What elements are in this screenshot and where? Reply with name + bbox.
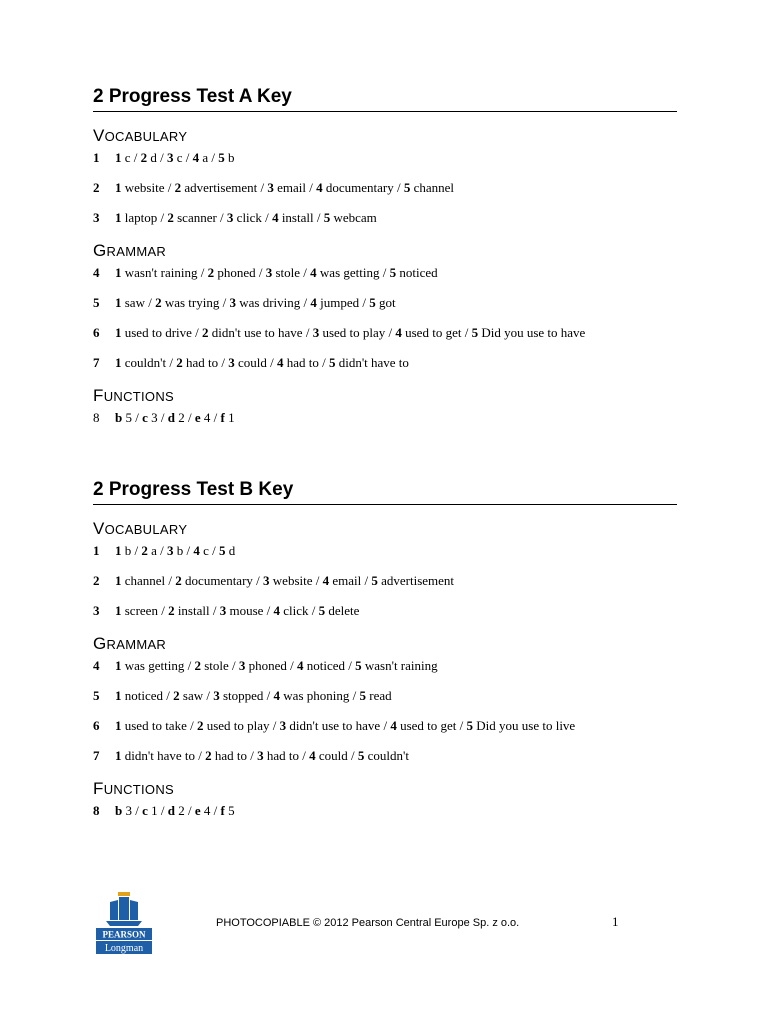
question-number: 7 [93,355,100,370]
item-answer: a / [147,543,168,558]
item-key: 1 [115,265,122,280]
logo-bottom-text: Longman [104,943,144,954]
question-number: 3 [93,210,100,225]
item-key: 3 [229,295,236,310]
item-key: 1 [115,573,122,588]
answer-text [115,410,235,426]
item-key: 4 [309,748,316,763]
item-answer: 5 / [122,410,143,425]
answer-row [93,295,677,325]
item-answer: wasn't raining / [121,265,208,280]
answer-row [93,210,677,232]
item-key: 4 [273,603,281,618]
item-key: 5 [357,748,365,763]
item-key: 2 [168,603,175,618]
question-number: 5 [93,295,100,310]
item-key: 5 [389,265,397,280]
answer-text [115,265,438,281]
item-key: 4 [316,180,323,195]
group-heading: FUNCTIONS [93,386,174,405]
item-answer: didn't use to have / [286,718,391,733]
item-key: 4 [193,543,200,558]
item-answer: had to / [182,355,229,370]
item-answer: 4 / [200,410,221,425]
item-key: 2 [205,748,212,763]
item-key: 1 [115,295,122,310]
item-answer: channel [410,180,455,195]
answer-row [93,748,677,770]
item-key: 4 [297,658,304,673]
item-key: 1 [115,325,122,340]
answer-text [115,748,409,764]
item-answer: 3 / [122,803,143,818]
copyright-notice: PHOTOCOPIABLE © 2012 Pearson Central Europe Sp. z o.o. [216,917,520,929]
item-answer: used to play / [203,718,280,733]
item-answer: webcam [330,210,377,225]
item-key: 5 [466,718,474,733]
item-answer: was trying / [161,295,230,310]
answer-row [93,265,677,295]
item-answer: website / [121,180,175,195]
item-answer: c / [121,150,141,165]
question-number: 7 [93,748,100,763]
item-answer: 5 [224,803,235,818]
item-answer: was driving / [235,295,311,310]
item-answer: click / [280,603,319,618]
item-answer: didn't use to have / [208,325,313,340]
item-answer: stole / [272,265,311,280]
item-key: 2 [140,150,148,165]
item-answer: delete [325,603,360,618]
item-key: 2 [175,573,182,588]
question-number: 1 [93,543,100,558]
item-key: 1 [115,718,122,733]
answer-text [115,803,235,819]
group-heading: FUNCTIONS [93,779,174,798]
question-number: 5 [93,688,100,703]
item-key: 2 [141,543,148,558]
answer-text [115,543,235,559]
test-a-section [93,86,677,440]
item-key: 2 [167,210,174,225]
item-answer: documentary / [322,180,404,195]
item-key: d [167,803,175,818]
item-answer: phoned / [245,658,297,673]
item-key: 4 [395,325,402,340]
item-answer: click / [233,210,273,225]
item-key: 5 [359,688,366,703]
ship-icon [106,892,142,926]
item-answer: stopped / [219,688,274,703]
item-answer: jumped / [316,295,370,310]
item-answer: was getting / [121,658,195,673]
item-answer: 1 / [147,803,168,818]
item-answer: noticed / [303,658,356,673]
item-answer: didn't have to [335,355,409,370]
item-answer: used to drive / [121,325,203,340]
item-key: 3 [265,265,273,280]
question-number: 4 [93,265,100,280]
answer-row [93,410,677,432]
item-answer: had to / [283,355,329,370]
item-answer: 2 / [175,410,195,425]
item-answer: scanner / [173,210,227,225]
item-key: 2 [174,180,182,195]
item-key: 3 [226,210,234,225]
item-key: 1 [115,688,122,703]
question-number: 6 [93,718,100,733]
item-key: 1 [115,748,122,763]
item-answer: b [224,150,235,165]
question-number: 6 [93,325,100,340]
answer-text [115,295,396,311]
item-key: 5 [218,150,225,165]
group-heading: VOCABULARY [93,126,188,145]
item-key: 4 [390,718,397,733]
item-key: e [194,410,201,425]
item-key: 4 [310,295,317,310]
item-answer: c / [199,543,220,558]
item-key: 3 [312,325,320,340]
group-heading: VOCABULARY [93,519,188,538]
item-answer: b / [173,543,194,558]
item-answer: used to take / [121,718,197,733]
item-answer: used to get / [401,325,472,340]
item-key: 4 [322,573,330,588]
item-answer: noticed [396,265,438,280]
item-answer: was phoning / [280,688,360,703]
answer-text [115,180,454,196]
item-key: 5 [355,658,362,673]
answer-text [115,603,359,619]
item-key: 3 [279,718,287,733]
item-answer: saw / [179,688,214,703]
answer-row [93,658,677,688]
answer-row [93,543,677,573]
item-key: 3 [257,748,264,763]
item-key: 3 [167,150,174,165]
item-answer: install / [174,603,220,618]
answer-text [115,325,585,341]
item-answer: was getting / [316,265,390,280]
answer-row [93,718,677,748]
answer-text [115,688,392,704]
item-key: 4 [310,265,317,280]
item-key: 3 [219,603,227,618]
item-answer: 1 [224,410,235,425]
item-answer: stole / [200,658,239,673]
item-answer: email / [273,180,317,195]
answer-text [115,355,409,371]
item-answer: advertisement [377,573,455,588]
question-number: 8 [93,803,100,818]
item-key: 1 [115,543,122,558]
item-answer: b / [121,543,142,558]
item-answer: read [366,688,392,703]
question-number: 4 [93,658,100,673]
item-answer: c / [173,150,193,165]
item-answer: got [375,295,396,310]
answer-text [115,150,235,166]
item-key: 4 [276,355,284,370]
item-key: c [142,803,148,818]
item-key: 3 [167,543,174,558]
item-key: 2 [196,718,204,733]
item-answer: documentary / [181,573,264,588]
item-key: 5 [371,573,378,588]
question-number: 1 [93,150,100,165]
item-key: 3 [213,688,220,703]
item-key: 2 [207,265,215,280]
item-key: 2 [176,355,183,370]
item-answer: website / [269,573,323,588]
item-key: e [194,803,201,818]
item-key: 1 [115,150,122,165]
answer-text [115,210,377,226]
item-answer: could / [315,748,358,763]
question-number: 8 [93,410,100,425]
item-key: 1 [115,180,122,195]
item-key: 3 [263,573,270,588]
item-key: 3 [238,658,246,673]
item-answer: didn't have to / [121,748,206,763]
item-key: 5 [471,325,479,340]
item-answer: 4 / [200,803,221,818]
item-key: 5 [318,603,326,618]
item-key: 1 [115,658,122,673]
item-answer: phoned / [214,265,266,280]
item-answer: saw / [121,295,156,310]
section-title: 2 Progress Test A Key [93,86,677,112]
item-key: 2 [155,295,162,310]
item-key: 5 [323,210,331,225]
item-key: 1 [115,603,122,618]
item-key: f [220,410,225,425]
item-key: 5 [219,543,226,558]
item-answer: email / [329,573,372,588]
item-answer: laptop / [121,210,168,225]
item-key: 2 [202,325,209,340]
pearson-longman-logo [96,890,152,954]
item-key: b [115,410,123,425]
answer-row [93,150,677,180]
item-answer: used to get / [396,718,467,733]
item-answer: had to / [211,748,258,763]
item-key: 1 [115,355,122,370]
item-answer: noticed / [121,688,174,703]
item-key: 2 [194,658,201,673]
item-answer: channel / [121,573,176,588]
answer-row [93,688,677,718]
item-key: 1 [115,210,122,225]
section-title: 2 Progress Test B Key [93,479,677,505]
item-answer: couldn't [364,748,409,763]
item-key: 5 [328,355,336,370]
question-number: 3 [93,603,100,618]
item-answer: a / [199,150,219,165]
answer-row [93,180,677,210]
item-answer: advertisement / [181,180,268,195]
item-key: 4 [272,210,279,225]
test-b-section [93,479,677,833]
item-key: 3 [228,355,235,370]
group-heading: GRAMMAR [93,241,167,260]
item-answer: d / [147,150,168,165]
item-answer: Did you use to live [473,718,576,733]
item-answer: Did you use to have [478,325,586,340]
answer-row [93,603,677,625]
group-heading: GRAMMAR [93,634,167,653]
item-answer: d [225,543,236,558]
item-key: 3 [267,180,274,195]
answer-row [93,573,677,603]
answer-row [93,803,677,825]
item-answer: screen / [121,603,169,618]
item-key: f [220,803,225,818]
item-key: 4 [273,688,281,703]
item-answer: 3 / [147,410,168,425]
item-key: b [115,803,123,818]
item-key: 2 [173,688,180,703]
item-key: 5 [403,180,411,195]
question-number: 2 [93,180,100,195]
item-answer: couldn't / [121,355,177,370]
logo-top-text: PEARSON [102,929,146,940]
item-answer: wasn't raining [361,658,438,673]
answer-text [115,573,454,589]
item-answer: had to / [263,748,310,763]
item-answer: used to play / [319,325,396,340]
answer-text [115,718,575,734]
item-key: 5 [369,295,376,310]
item-answer: 2 / [175,803,195,818]
page-number: 1 [612,914,619,929]
item-answer: install / [278,210,324,225]
item-key: 4 [192,150,200,165]
item-key: d [167,410,175,425]
item-answer: could / [234,355,277,370]
question-number: 2 [93,573,100,588]
item-answer: mouse / [226,603,274,618]
answer-row [93,355,677,377]
answer-text [115,658,438,674]
answer-row [93,325,677,355]
item-key: c [142,410,148,425]
